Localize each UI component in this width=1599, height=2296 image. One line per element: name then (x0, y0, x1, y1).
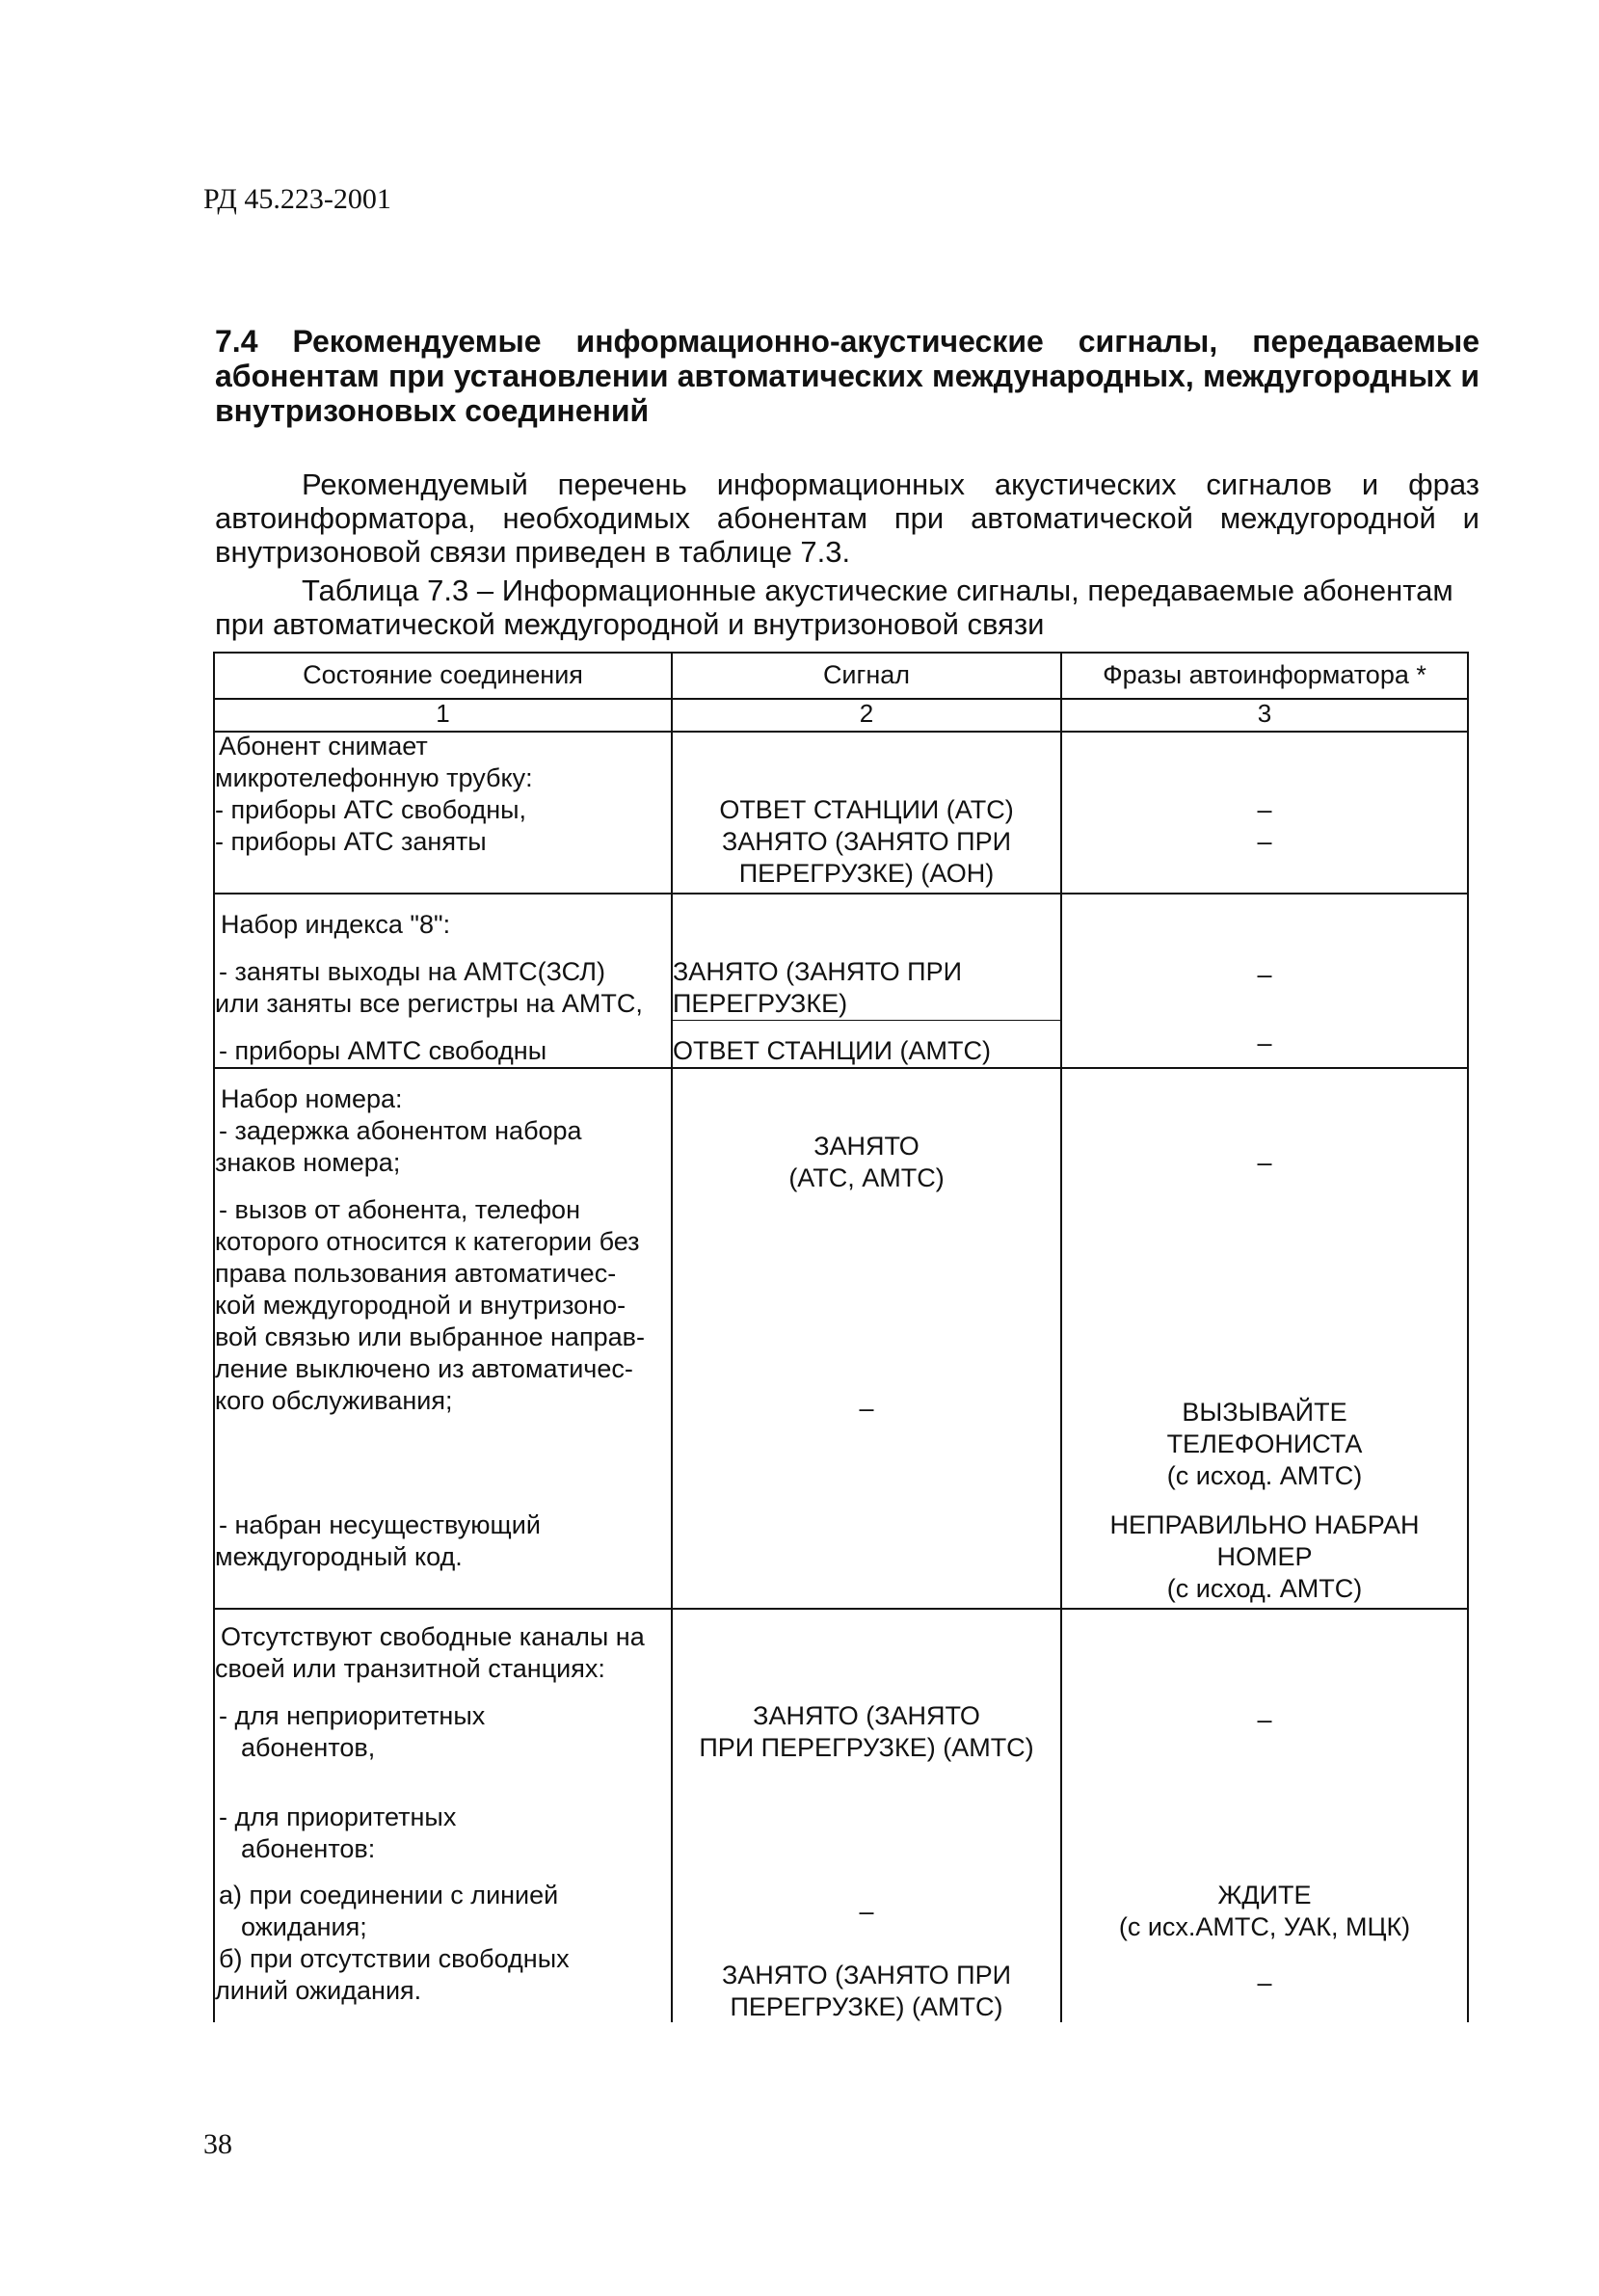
row1-state-line: Абонент снимает (219, 732, 428, 761)
row3-state-b-line: права пользования автоматичес- (215, 1259, 617, 1288)
row3-state-a-line: - задержка абонентом набора (219, 1116, 582, 1145)
row1-signal-line: ПЕРЕГРУЗКЕ) (АОН) (738, 859, 995, 888)
document-header: РД 45.223-2001 (203, 183, 391, 215)
row3-phrase-c-line: НЕПРАВИЛЬНО НАБРАН (1109, 1510, 1420, 1539)
row4-signal-d-line: ЗАНЯТО (ЗАНЯТО ПРИ (721, 1961, 1011, 1989)
row2-phrase-b: – (1257, 1028, 1272, 1057)
row4-signal-d-line: ПЕРЕГРУЗКЕ) (АМТС) (730, 1992, 1003, 2021)
section-heading-text: 7.4 Рекомендуемые информационно-акустические сигналы, передаваемые абонентам при установлении автоматических международных, междугородных и внутризоновых соединений (215, 324, 1479, 428)
table-header-phrases: Фразы автоинформатора * (1103, 660, 1426, 689)
table-col-number: 2 (859, 699, 874, 728)
table-col-number: 1 (436, 699, 450, 728)
row3-state-b-line: - вызов от абонента, телефон (219, 1195, 580, 1224)
row4-state-d-line: б) при отсутствии свободных (219, 1944, 570, 1973)
row4-state-c-line: а) при соединении с линией (219, 1881, 559, 1909)
row3-state-b-line: вой связью или выбранное направ- (215, 1322, 645, 1351)
row4-state-b-line: абонентов: (241, 1834, 376, 1863)
row2-signal-a-line: ПЕРЕГРУЗКЕ) (673, 989, 848, 1018)
row1-state-line: - приборы АТС свободны, (215, 795, 527, 824)
row3-state-c-line: - набран несуществующий (219, 1510, 541, 1539)
row3-signal-b: – (859, 1394, 874, 1423)
row2-state-a-line: - заняты выходы на АМТС(ЗСЛ) (219, 957, 605, 986)
row3-state-title: Набор номера: (221, 1084, 403, 1113)
row1-signal-line: ОТВЕТ СТАНЦИИ (АТС) (719, 795, 1014, 824)
row4-state-d-line: линий ожидания. (215, 1976, 422, 2005)
row4-signal-c: – (859, 1897, 874, 1926)
row2-signal-b: ОТВЕТ СТАНЦИИ (АМТС) (673, 1036, 991, 1065)
section-heading (215, 324, 1479, 428)
row2-state-title: Набор индекса "8": (221, 910, 451, 939)
row3-state-b-line: кого обслуживания; (215, 1386, 453, 1415)
row3-phrase-b-line: ТЕЛЕФОНИСТА (1166, 1429, 1363, 1458)
row3-signal-a-line: (АТС, АМТС) (788, 1163, 945, 1192)
row4-state-title-line: своей или транзитной станциях: (215, 1654, 605, 1683)
row3-state-a-line: знаков номера; (215, 1148, 401, 1177)
row4-phrase-c-line: ЖДИТЕ (1217, 1881, 1312, 1909)
row4-state-b-line: - для приоритетных (219, 1802, 457, 1831)
row4-state-a-line: - для неприоритетных (219, 1701, 486, 1730)
table-header-state: Состояние соединения (303, 660, 583, 689)
row4-phrase-a: – (1257, 1705, 1272, 1734)
row1-state-line: микротелефонную трубку: (215, 763, 533, 792)
row3-phrase-c-line: (с исход. АМТС) (1166, 1574, 1363, 1603)
row4-state-title-line: Отсутствуют свободные каналы на (221, 1622, 645, 1651)
row2-signal-a-line: ЗАНЯТО (ЗАНЯТО ПРИ (673, 957, 963, 986)
row3-state-b-line: которого относится к категории без (215, 1227, 640, 1256)
row3-signal-a-line: ЗАНЯТО (813, 1132, 919, 1161)
row3-phrase-b-line: ВЫЗЫВАЙТЕ (1182, 1398, 1347, 1427)
row2-state-a-line: или заняты все регистры на АМТС, (215, 989, 643, 1018)
row1-signal-line: ЗАНЯТО (ЗАНЯТО ПРИ (721, 827, 1011, 856)
row3-state-c-line: междугородный код. (215, 1542, 463, 1571)
table-caption: Таблица 7.3 – Информационные акустические сигналы, передаваемые абонентам при автоматической междугородной и внутризоновой связи (215, 574, 1453, 641)
row3-phrase-b-line: (с исход. АМТС) (1166, 1461, 1363, 1490)
row3-phrase-c-line: НОМЕР (1216, 1542, 1313, 1571)
page-number: 38 (203, 2128, 232, 2160)
row2-phrase-a: – (1257, 960, 1272, 989)
intro-paragraph: Рекомендуемый перечень информационных акустических сигналов и фраз автоинформатора, необходимых абонентам при автоматической междугородной и внутризоновой связи приведен в таблице 7.3. (215, 467, 1479, 569)
row4-phrase-c-line: (с исх.АМТС, УАК, МЦК) (1118, 1912, 1411, 1941)
row4-signal-a-line: ЗАНЯТО (ЗАНЯТО (753, 1701, 980, 1730)
row3-state-b-line: ление выключено из автоматичес- (215, 1354, 633, 1383)
row4-state-c-line: ожидания; (241, 1912, 367, 1941)
row1-state-line: - приборы АТС заняты (215, 827, 487, 856)
row1-phrase-dash: – (1257, 795, 1272, 824)
row4-signal-a-line: ПРИ ПЕРЕГРУЗКЕ) (АМТС) (699, 1733, 1034, 1762)
table-header-signal: Сигнал (822, 660, 911, 689)
table-col-number: 3 (1257, 699, 1272, 728)
row4-phrase-d: – (1257, 1968, 1272, 1997)
row2-state-b: - приборы АМТС свободны (219, 1036, 547, 1065)
row3-state-b-line: кой междугородной и внутризоно- (215, 1291, 626, 1320)
row1-phrase-dash: – (1257, 827, 1272, 856)
row3-phrase-a: – (1257, 1148, 1272, 1177)
row4-state-a-line: абонентов, (241, 1733, 376, 1762)
